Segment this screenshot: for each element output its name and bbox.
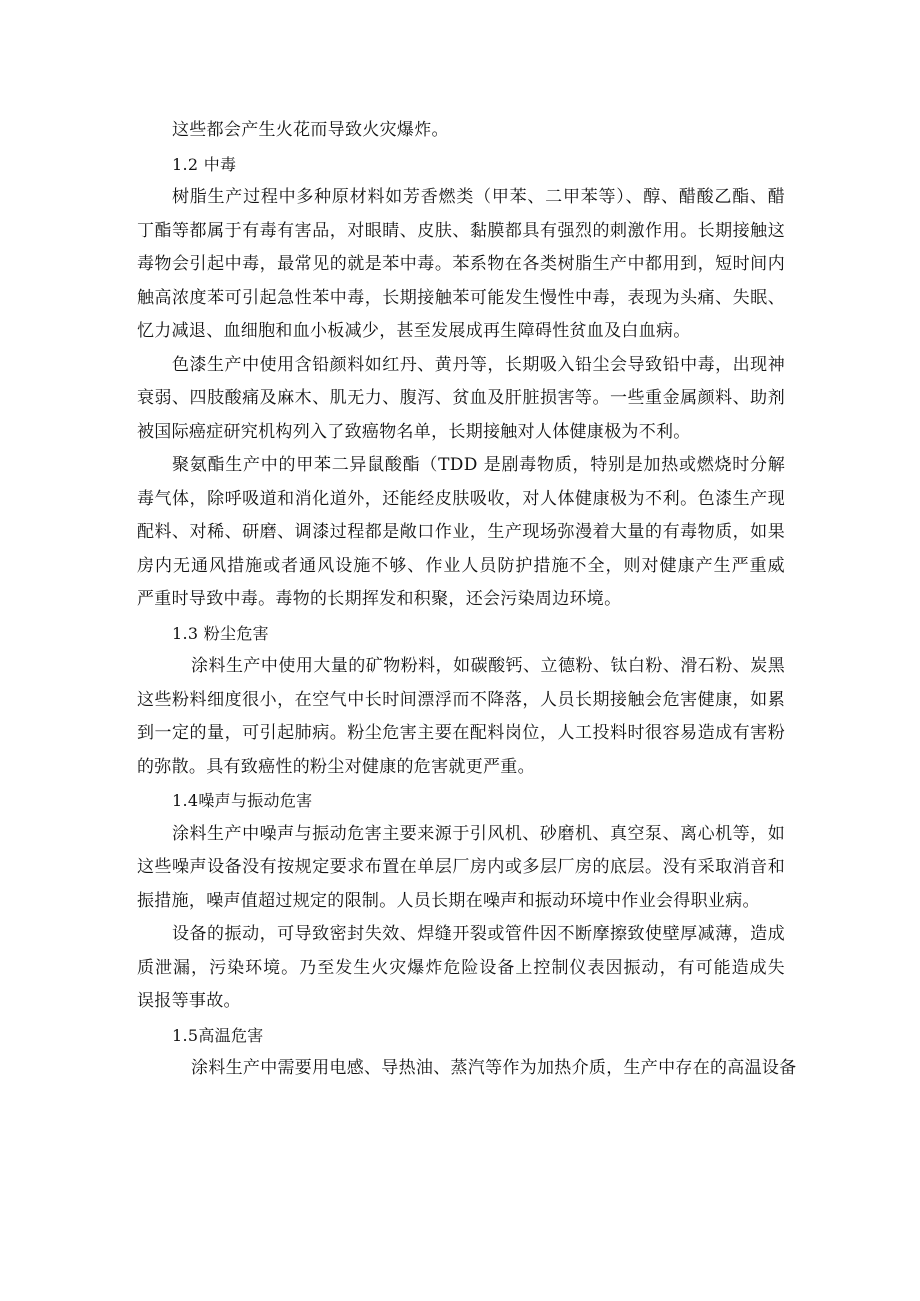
paragraph-line: 触高浓度苯可引起急性苯中毒，长期接触苯可能发生慢性中毒，表现为头痛、失眠、 [137,287,785,308]
paragraph-line: 房内无通风措施或者通风设施不够、作业人员防护措施不全，则对健康产生严重威 [137,555,785,576]
paragraph-line: 树脂生产过程中多种原材料如芳香燃类（甲苯、二甲苯等）、醇、醋酸乙酯、醋 [172,187,785,207]
paragraph-line: 涂料生产中需要用电感、导热油、蒸汽等作为加热介质，生产中存在的高温设备 [191,1058,797,1078]
paragraph-line: 色漆生产中使用含铅颜料如红丹、黄丹等，长期吸入铅尘会导致铅中毒，出现神 [172,354,785,375]
paragraph-line: 这些都会产生火花而导致火灾爆炸。 [172,120,449,140]
document-body [137,114,797,1086]
paragraph-line: 聚氨酯生产中的甲苯二异鼠酸酯（TDD 是剧毒物质，特别是加热或燃烧时分解 [172,455,785,475]
paragraph [137,349,785,450]
paragraph-line: 的弥散。具有致癌性的粉尘对健康的危害就更严重。 [137,756,535,777]
paragraph-line: 被国际癌症研究机构列入了致癌物名单，长期接触对人体健康极为不利。 [137,421,691,442]
paragraph-line: 振措施，噪声值超过规定的限制。人员长期在噪声和振动环境中作业会得职业病。 [137,890,760,911]
paragraph-line: 衰弱、四肢酸痛及麻木、肌无力、腹泻、贫血及肝脏损害等。一些重金属颜料、助剂 [137,388,785,408]
paragraph [137,114,785,148]
paragraph-line: 涂料生产中使用大量的矿物粉料，如碳酸钙、立德粉、钛白粉、滑石粉、炭黑 [191,656,785,676]
section-heading: 1.4噪声与振动危害 [172,791,313,810]
paragraph [137,650,785,784]
section-heading: 1.3 粉尘危害 [172,623,269,643]
section-heading: 1.2 中毒 [172,154,237,174]
paragraph-line: 这些噪声设备没有按规定要求布置在单层厂房内或多层厂房的底层。没有采取消音和 [137,857,785,877]
paragraph-line: 忆力减退、血细胞和血小板减少，甚至发展成再生障碍性贫血及白血病。 [137,321,691,341]
paragraph-line: 严重时导致中毒。毒物的长期挥发和积聚，还会污染周边环境。 [137,589,622,609]
paragraph [137,1052,797,1086]
paragraph-line: 配料、对稀、研磨、调漆过程都是敞口作业，生产现场弥漫着大量的有毒物质，如果 [137,522,785,542]
paragraph [137,818,785,919]
paragraph [137,181,785,349]
paragraph-line: 丁酯等都属于有毒有害品，对眼睛、皮肤、黏膜都具有强烈的刺激作用。长期接触这 [137,220,785,241]
paragraph [137,449,785,617]
paragraph-line: 这些粉料细度很小，在空气中长时间漂浮而不降落，人员长期接触会危害健康，如累 [137,689,785,710]
paragraph-line: 质泄漏，污染环境。乃至发生火灾爆炸危险设备上控制仪表因振动，有可能造成失 [137,957,785,978]
paragraph [137,918,785,1019]
paragraph-line: 涂料生产中噪声与振动危害主要来源于引风机、砂磨机、真空泵、离心机等，如 [172,823,785,844]
section-heading: 1.5高温危害 [172,1025,264,1045]
paragraph-line: 误报等事故。 [137,991,241,1011]
paragraph-line: 毒气体，除呼吸道和消化道外，还能经皮肤吸收，对人体健康极为不利。色漆生产现 [137,488,785,509]
paragraph-line: 到一定的量，可引起肺病。粉尘危害主要在配料岗位，人工投料时很容易造成有害粉 [137,723,785,743]
paragraph-line: 毒物会引起中毒，最常见的就是苯中毒。苯系物在各类树脂生产中都用到，短时间内 [137,254,785,274]
paragraph-line: 设备的振动，可导致密封失效、焊缝开裂或管件因不断摩擦致使壁厚减薄，造成 [172,924,785,944]
